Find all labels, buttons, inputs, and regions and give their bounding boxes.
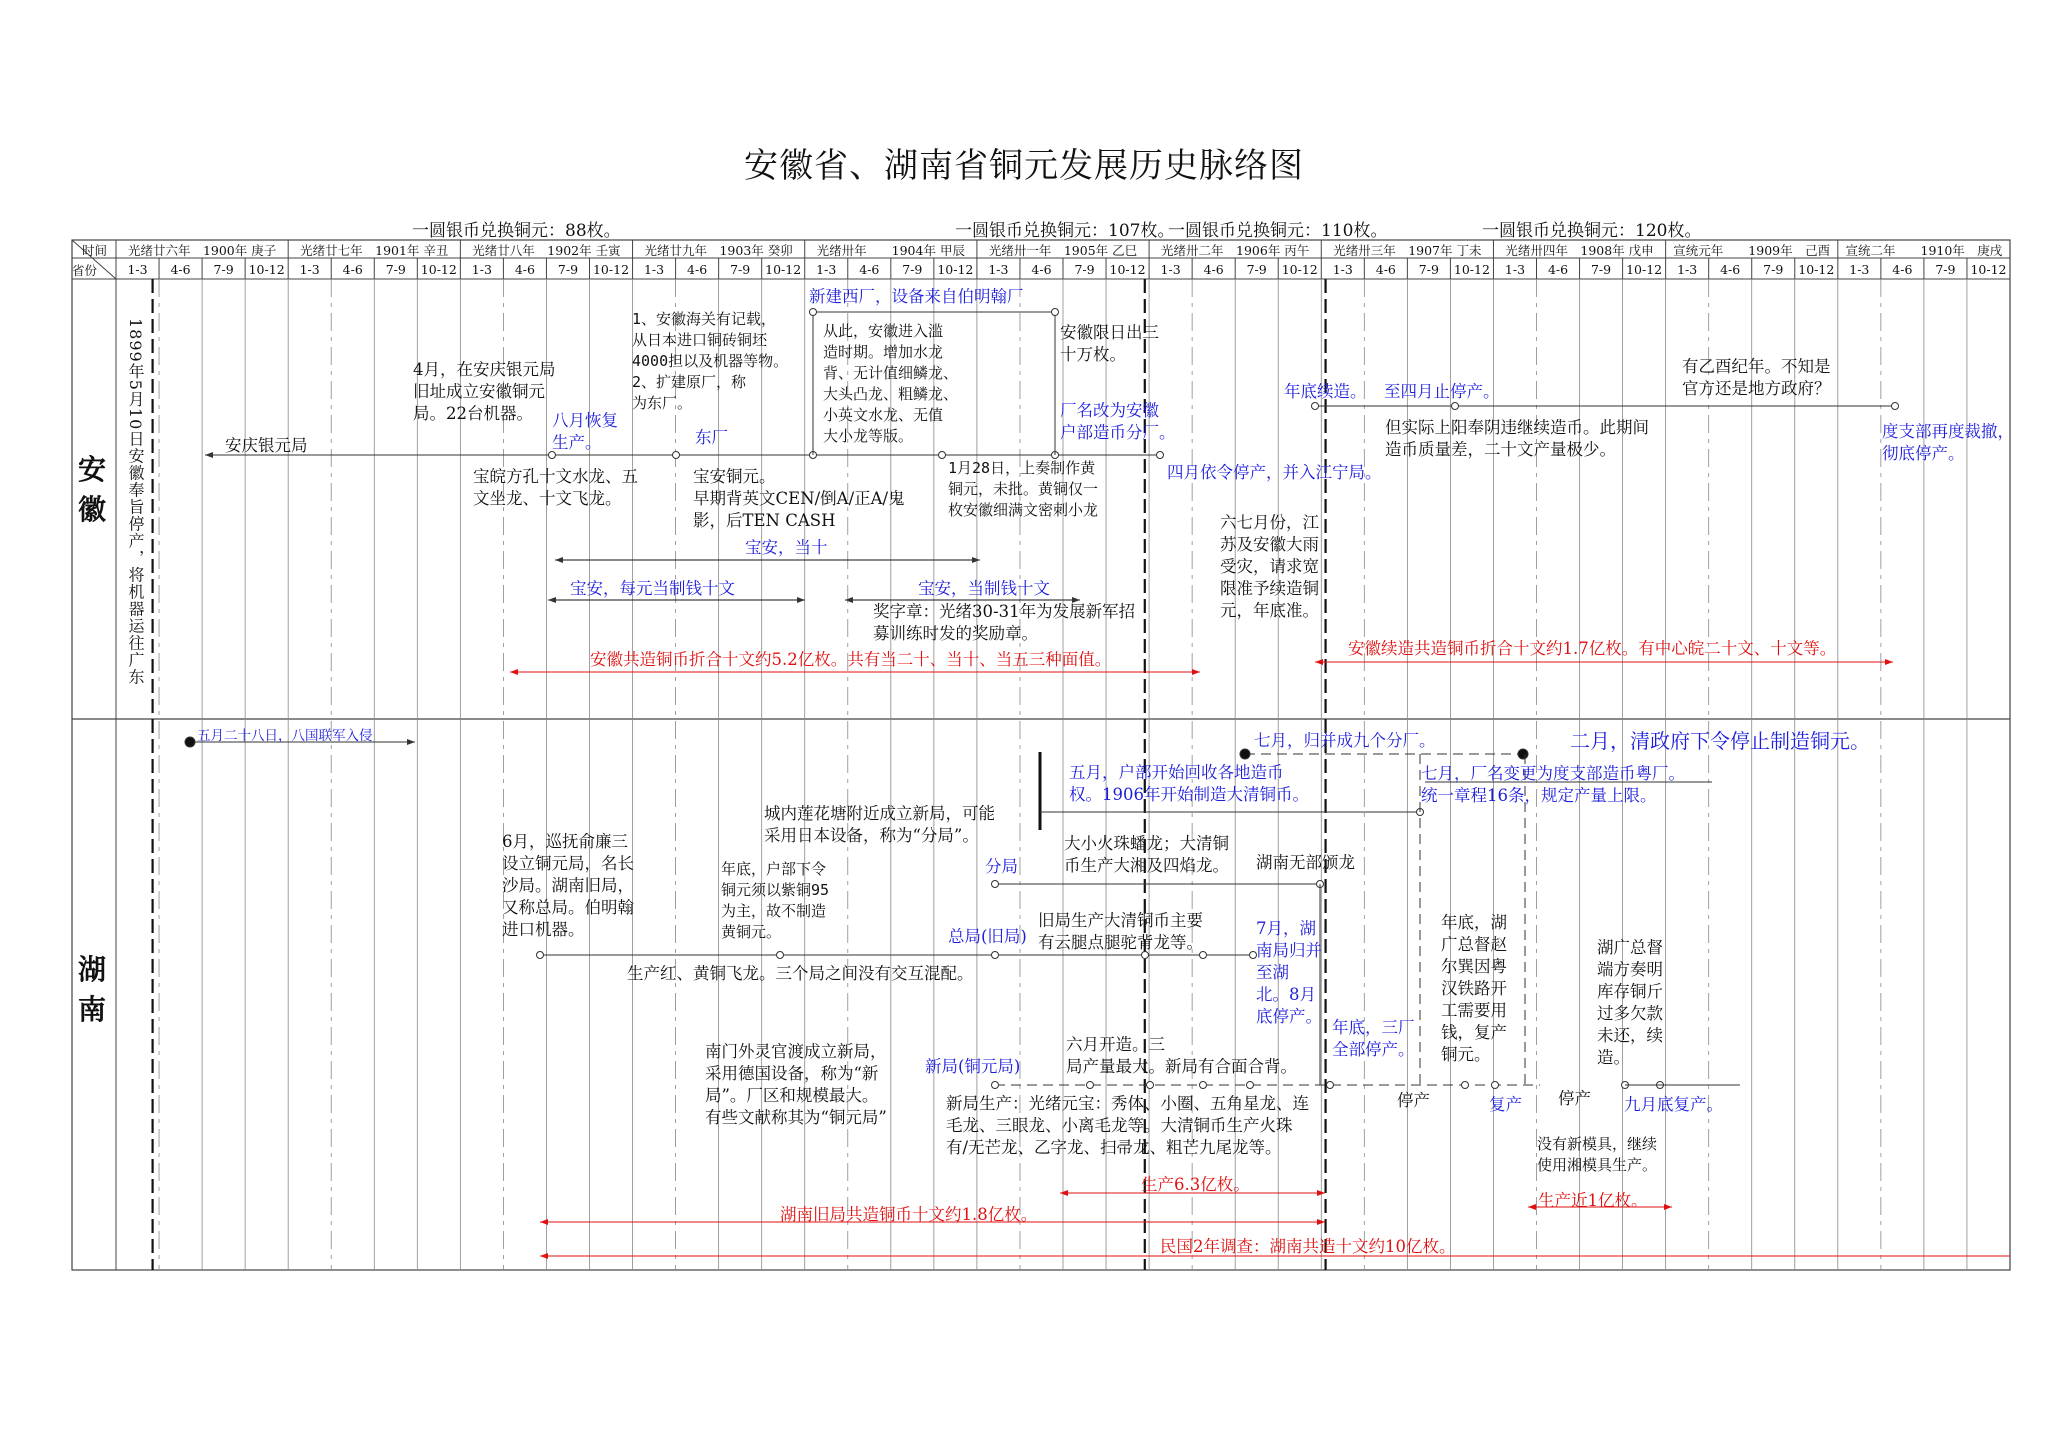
rename-july-note [1421,763,1685,807]
quarter-label: 4-6 [687,262,708,277]
east-factory-label: 东厂 [695,428,728,447]
text-line: 限准予续造铜 [1220,579,1319,598]
new-mint-label: 新局(铜元局) [925,1057,1021,1076]
baoan-coins-note [693,466,905,532]
timeline-node [1200,1082,1207,1089]
baoan-each-ten-label: 宝安，每元当制钱十文 [570,579,735,598]
rename-branch-note [1060,400,1176,444]
quarter-label: 4-6 [1892,262,1913,277]
sept-resume-label: 九月底复产。 [1624,1095,1723,1114]
baoan-ten-label: 宝安，当十 [745,538,828,557]
text-line: 局产量最大。新局有合面合背。 [1066,1057,1297,1076]
july-merge-note [1256,918,1322,1028]
timeline-node [1327,1082,1334,1089]
year-label: 光绪卅二年 1906年 丙午 [1161,243,1310,258]
red-brass-note: 生产红、黄铜飞龙。三个局之间没有交互混配。 [627,964,974,983]
arrow-head [1192,669,1200,675]
text-line: 黄铜元。 [721,923,782,941]
new-produce-note [946,1093,1309,1159]
text-line: 背、无计值细鳞龙、 [823,364,959,382]
quarter-label: 10-12 [1626,262,1663,277]
year-end-continue-label: 年底续造。 [1284,382,1367,401]
timeline-node [1087,1082,1094,1089]
duanfang-note [1597,937,1663,1069]
anhui-total-1: 安徽共造铜币折合十文约5.2亿枚。共有当二十、当十、当五三种面值。 [590,650,1112,669]
text-line: 彻底停产。 [1882,444,1965,463]
arrow-head [1060,1190,1068,1196]
quarter-label: 4-6 [1720,262,1741,277]
text-line: 十万枚。 [1060,345,1126,364]
text-line: 为主，故不制造 [721,902,827,920]
text-line: 宝皖方孔十文水龙、五 [473,467,638,486]
text-line: 统一章程16条，规定产量上限。 [1421,786,1657,805]
old-molds-note [1537,1134,1657,1176]
hunan-old-total: 湖南旧局共造铜币十文约1.8亿枚。 [780,1205,1038,1224]
text-line: 4000担以及机器等物。 [632,352,789,370]
yiyou-date-note [1682,356,1831,400]
text-line: 沙局。湖南旧局， [502,876,634,895]
award-medal-note [873,601,1135,645]
jan28-brass-note [948,458,1098,521]
quarter-label: 4-6 [1203,262,1224,277]
province-anhui-label: 安徽 [77,453,106,526]
west-factory-label: 新建西厂，设备来自伯明翰厂 [809,287,1024,306]
year-label: 光绪廿七年 1901年 辛丑 [300,243,449,258]
text-line: 进口机器。 [502,920,585,939]
text-line: 毛龙、三眼龙、小离毛龙等。大清铜币生产火珠 [946,1116,1293,1135]
quarter-label: 1-3 [299,262,320,277]
text-line: 未还，续 [1597,1026,1663,1045]
exchange-rate-120: 一圆银币兑换铜元：120枚。 [1482,221,1702,241]
quarter-label: 1-3 [1332,262,1353,277]
text-line: 至湖 [1256,963,1289,982]
text-line: 造时期。增加水龙 [823,343,944,361]
timeline-node [1892,403,1899,410]
june-open-note [1066,1034,1297,1078]
text-line: 户部造币分厂。 [1060,423,1176,442]
text-line: 旧局生产大清铜币主要 [1038,911,1203,930]
text-line: 北。8月 [1256,985,1316,1004]
arrow-head [797,597,805,603]
april-halt-note: 四月依令停产，并入江宁局。 [1167,463,1382,482]
resume-label: 复产 [1489,1095,1522,1114]
text-line: 影，后TEN CASH [693,511,836,530]
text-line: 新局生产：光绪元宝：秀体、小圈、五角星龙、连 [946,1094,1309,1113]
text-line: 奖字章：光绪30-31年为发展新军招 [873,602,1136,621]
text-line: 年底，户部下令 [721,860,827,878]
quarter-label: 10-12 [420,262,457,277]
text-line: 旧址成立安徽铜元 [413,382,545,401]
quarter-label: 1-3 [471,262,492,277]
text-line: 汉铁路开 [1441,979,1507,998]
text-line: 从此，安徽进入滥 [823,322,944,340]
text-line: 全部停产。 [1332,1040,1415,1059]
first-coins-note [473,466,638,510]
ban-dot [1518,749,1528,759]
text-line: 尔巽因粤 [1441,957,1507,976]
text-line: 有/无芒龙、乙字龙、扫帚龙、粗芒九尾龙等。 [946,1138,1282,1157]
quarter-label: 1-3 [1504,262,1526,277]
baoan-ten-2-label: 宝安，当制钱十文 [918,579,1050,598]
text-line: 湖广总督 [1597,938,1663,957]
text-line: 度支部再度裁撤， [1882,422,2014,441]
timeline-node [1452,403,1459,410]
arrow-head [1315,659,1323,665]
province-hunan-label: 湖南 [77,953,106,1026]
quarter-label: 7-9 [213,262,234,277]
flood-period-note [823,321,958,447]
quarter-label: 7-9 [557,262,579,277]
anqing-mint-label: 安庆银元局 [225,436,308,455]
branch-mint-label: 分局 [985,857,1018,876]
quarter-label: 10-12 [765,262,802,277]
quarter-label: 7-9 [1418,262,1439,277]
arrow-head [510,669,518,675]
text-line: 1、安徽海关有记载， [632,310,777,328]
recall-note [1069,762,1309,806]
text-line: 采用德国设备，称为“新 [705,1064,879,1083]
quarter-label: 4-6 [514,262,535,277]
railway-note [1441,912,1507,1066]
text-line: 有些文献称其为“铜元局” [705,1108,887,1127]
text-line: 八月恢复 [552,411,618,430]
no-ministry-label: 湖南无部颁龙 [1256,853,1355,872]
year-label: 光绪卅一年 1905年 乙巳 [988,243,1138,258]
timeline-node [1157,452,1164,459]
arrow-head [1885,659,1893,665]
timeline-node [777,952,784,959]
quarter-label: 10-12 [248,262,285,277]
quarter-label: 10-12 [1970,262,2007,277]
timeline-node [1312,403,1319,410]
text-line: 采用日本设备，称为“分局”。 [764,826,979,845]
year-label: 宣统二年 1910年 庚戌 [1845,243,2003,258]
text-line: 6月，巡抚俞廉三 [502,832,628,851]
text-line: 生产。 [552,433,602,452]
merge-dot [1240,749,1250,759]
year-label: 光绪卅四年 1908年 戊申 [1505,243,1654,258]
quarter-label: 10-12 [1798,262,1835,277]
text-line: 没有新模具，继续 [1537,1135,1658,1153]
quarter-label: 7-9 [385,262,406,277]
flood-relief-note [1220,512,1319,622]
timeline-node [1247,1082,1254,1089]
quarter-label: 4-6 [1547,262,1569,277]
quarter-label: 4-6 [1375,262,1396,277]
quarter-label: 7-9 [1590,262,1612,277]
text-line: 2、扩建原厂，称 [632,373,747,391]
quarter-label: 7-9 [1763,262,1784,277]
timeline-node [810,309,817,316]
no-brass-note [721,859,829,943]
header-corner-time: 时间 [82,243,108,258]
quarter-label: 1-3 [643,262,665,277]
text-line: 使用湘模具生产。 [1537,1156,1658,1174]
hunan-survey-total: 民国2年调查：湖南共造十文约10亿枚。 [1160,1237,1456,1256]
quarter-label: 7-9 [730,262,751,277]
timeline-node [992,952,999,959]
text-line: 权。1906年开始制造大清铜币。 [1069,785,1309,804]
timeline-node [1462,1082,1469,1089]
text-line: 七月，厂名变更为度支部造币粤厂。 [1421,764,1685,783]
text-line: 城内莲花塘附近成立新局，可能 [764,804,995,823]
text-line: 7月，湖 [1256,919,1316,938]
text-line: 广总督赵 [1441,935,1507,954]
text-line: 六月开造。三 [1066,1035,1165,1054]
quarter-label: 1-3 [1677,262,1698,277]
text-line: 铜元须以紫铜95 [721,881,830,899]
page-title: 安徽省、湖南省铜元发展历史脉络图 [744,146,1304,186]
text-line: 大头凸龙、粗鳞龙、 [823,385,959,403]
quarter-label: 10-12 [1109,262,1146,277]
timeline-node [992,1082,999,1089]
hunan-founding-note [502,831,634,941]
quarter-label: 1-3 [988,262,1009,277]
year-label: 光绪廿九年 1903年 癸卯 [644,243,793,258]
secret-continue-note [1385,417,1649,461]
year-label: 光绪廿六年 1900年 庚子 [127,243,277,258]
text-line: 造币质量差，二十文产量极少。 [1385,440,1616,459]
text-line: 南局归并 [1256,941,1322,960]
arrow-head [555,557,563,563]
exchange-rate-88: 一圆银币兑换铜元：88枚。 [412,221,621,241]
quarter-label: 4-6 [342,262,363,277]
quarter-label: 10-12 [1281,262,1318,277]
arrow-head [972,557,980,563]
arrow-head [548,597,556,603]
daily-limit-note [1060,322,1159,366]
anqing-arrow [205,452,213,458]
text-line: 但实际上阳奉阴违继续造币。此期间 [1385,418,1649,437]
text-line: 官方还是地方政府？ [1682,379,1831,398]
text-line: 钱，复产 [1441,1023,1507,1042]
text-line: 从日本进口铜砖铜坯 [632,331,768,349]
text-line: 有乙酉纪年。不知是 [1682,357,1831,376]
header-corner-province: 省份 [72,263,98,278]
halt-1-label: 停产 [1397,1091,1430,1110]
text-line: 南门外灵官渡成立新局， [705,1042,887,1061]
text-line: 1月28日，上奏制作黄 [948,459,1096,477]
timeline-node [992,881,999,888]
seven-merge-label: 七月，归并成九个分厂。 [1254,731,1436,750]
text-line: 局。22台机器。 [413,404,533,423]
invasion-dot [185,737,195,747]
text-line: 小英文水龙、无值 [823,406,944,424]
quarter-label: 1-3 [816,262,837,277]
text-line: 端方奏明 [1597,960,1663,979]
quarter-label: 10-12 [937,262,974,277]
timeline-node [1052,309,1059,316]
text-line: 募训练时发的奖励章。 [873,624,1038,643]
text-line: 文坐龙、十文飞龙。 [473,489,622,508]
text-line: 过多欠款 [1597,1004,1663,1023]
customs-record-note [632,309,788,414]
text-line: 库存铜斤 [1597,982,1663,1001]
final-cut-note [1882,421,2014,465]
quarter-label: 7-9 [1074,262,1095,277]
timeline-node [1147,1082,1154,1089]
quarter-label: 10-12 [592,262,630,277]
quarter-label: 1-3 [127,262,148,277]
timeline-node [673,452,680,459]
august-resume-note [552,410,618,454]
feb-ban-note: 二月，清政府下令停止制造铜元。 [1570,729,1870,753]
text-line: 大小龙等版。 [823,427,914,445]
text-line: 铜元，未批。黄铜仅一 [948,480,1099,498]
text-line: 底停产。 [1256,1007,1322,1026]
arrow-head [407,739,415,745]
text-line: 元，年底准。 [1220,601,1319,620]
timeline-node [939,452,946,459]
exchange-rate-110: 一圆银币兑换铜元：110枚。 [1168,221,1388,241]
exchange-rate-107: 一圆银币兑换铜元：107枚。 [955,221,1175,241]
anhui-total-2: 安徽续造共造铜币折合十文约1.7亿枚。有中心皖二十文、十文等。 [1348,639,1837,658]
arrow-head [845,597,853,603]
quarter-label: 4-6 [859,262,880,277]
invasion-label: 五月二十八日，八国联军入侵 [197,728,373,744]
text-line: 大小火珠蟠龙；大清铜 [1064,834,1229,853]
arrow-head [540,1219,548,1225]
three-halt-note [1332,1017,1415,1061]
head-mint-label: 总局(旧局) [948,927,1027,946]
old-produce-note [1038,910,1203,954]
timeline-node [537,952,544,959]
text-line: 安徽限日出三 [1060,323,1159,342]
anhui-1899-note: 1899年5月10日安徽奉旨停产，将机器运往广东 [126,318,145,686]
quarter-label: 7-9 [1935,262,1956,277]
text-line: 设立铜元局，名长 [502,854,634,873]
arrow-head [540,1253,548,1259]
output-63-label: 生产6.3亿枚。 [1141,1175,1250,1194]
halt-2-label: 停产 [1558,1089,1591,1108]
text-line: 工需要用 [1441,1001,1507,1020]
text-line: 又称总局。伯明翰 [502,898,634,917]
text-line: 局”。厂区和规模最大。 [705,1086,879,1105]
quarter-label: 4-6 [170,262,191,277]
text-line: 宝安铜元。 [693,467,776,486]
text-line: 六七月份，江 [1220,513,1319,532]
anhui-founding-note [413,359,556,425]
text-line: 年底，三厂 [1332,1018,1415,1037]
text-line: 年底，湖 [1441,913,1507,932]
text-line: 早期背英文CEN/倒A/正A/鬼 [693,489,905,508]
text-line: 为东厂。 [632,394,693,412]
quarter-label: 7-9 [902,262,923,277]
quarter-label: 7-9 [1246,262,1267,277]
quarter-label: 10-12 [1453,262,1490,277]
text-line: 造。 [1597,1048,1630,1067]
quarter-label: 4-6 [1031,262,1052,277]
text-line: 枚安徽细满文密刺小龙 [948,501,1099,519]
text-line: 苏及安徽大雨 [1220,535,1319,554]
south-gate-note [705,1041,887,1129]
text-line: 币生产大湘及四焰龙。 [1064,856,1229,875]
arrow-head [1528,1204,1536,1210]
year-label: 光绪廿八年 1902年 壬寅 [472,243,621,258]
year-label: 光绪卅年 1904年 甲辰 [816,243,965,258]
quarter-label: 1-3 [1160,262,1181,277]
quarter-label: 1-3 [1849,262,1870,277]
text-line: 有云腿点腿驼背龙等。 [1038,933,1203,952]
arrow-head [1664,1204,1672,1210]
text-line: 铜元。 [1441,1045,1491,1064]
year-label: 宣统元年 1909年 己酉 [1673,243,1831,258]
timeline-node [1492,1082,1499,1089]
text-line: 受灾，请求宽 [1220,557,1319,576]
till-april-label: 至四月止停产。 [1384,382,1500,401]
branch-setup-note [764,803,995,847]
text-line: 4月，在安庆银元局 [413,360,556,379]
big-small-note [1064,833,1229,877]
text-line: 厂名改为安徽 [1060,401,1159,420]
year-label: 光绪卅三年 1907年 丁未 [1333,243,1482,258]
output-near1-label: 生产近1亿枚。 [1538,1191,1648,1210]
text-line: 五月，户部开始回收各地造币 [1069,763,1284,782]
